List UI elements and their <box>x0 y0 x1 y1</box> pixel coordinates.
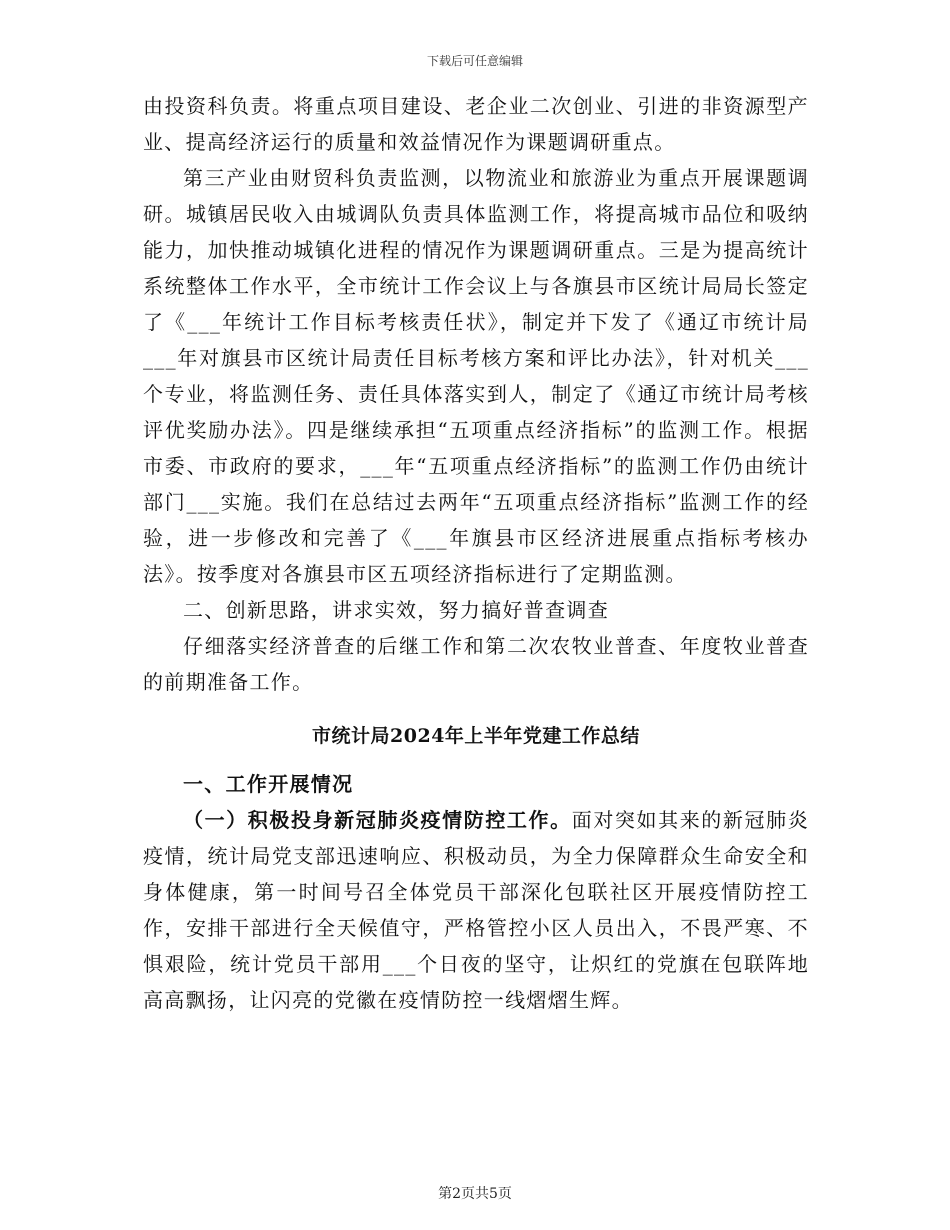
document-body <box>143 88 809 1018</box>
page-header: 下载后可任意编辑 <box>426 54 523 68</box>
paragraph-tertiary-industry: 第三产业由财贸科负责监测，以物流业和旅游业为重点开展课题调研。城镇居民收入由城调队负责具体监测工作，将提高城市品位和吸纳能力，加快推动城镇化进程的情况作为课题调研重点。三是为提高统计系统整体工作水平，全市统计工作会议上与各旗县市区统计局局长签定了《___年统计工作目标考核责任状》，制定并下发了《通辽市统计局___年对旗县市区统计局责任目标考核方案和评比办法》，针对机关___个专业，将监测任务、责任具体落实到人，制定了《通辽市统计局考核评优奖励办法》。四是继续承担“五项重点经济指标”的监测工作。根据市委、市政府的要求，___年“五项重点经济指标”的监测工作仍由统计部门___实施。我们在总结过去两年“五项重点经济指标”监测工作的经验，进一步修改和完善了《___年旗县市区经济进展重点指标考核办法》。按季度对各旗县市区五项经济指标进行了定期监测。 <box>143 166 809 586</box>
subheading-epidemic: （一）积极投身新冠肺炎疫情防控工作。 <box>183 808 572 832</box>
paragraph-census-work: 仔细落实经济普查的后继工作和第二次农牧业普查、年度牧业普查的前期准备工作。 <box>143 634 809 694</box>
paragraph-epidemic-text: 面对突如其来的新冠肺炎疫情，统计局党支部迅速响应、积极动员，为全力保障群众生命安全和身体健康，第一时间号召全体党员干部深化包联社区开展疫情防控工作，安排干部进行全天候值守，严格管控小区人员出入，不畏严寒、不惧艰险，统计党员干部用___个日夜的坚守，让炽红的党旗在包联阵地高高飘扬，让闪亮的党徽在疫情防控一线熠熠生辉。 <box>143 808 809 1012</box>
document-title: 市统计局2024年上半年党建工作总结 <box>312 725 640 747</box>
section-heading-work-status: 一、工作开展情况 <box>183 772 354 796</box>
section-heading-census: 二、创新思路，讲求实效，努力搞好普查调查 <box>183 598 609 622</box>
paragraph-investment: 由投资科负责。将重点项目建设、老企业二次创业、引进的非资源型产业、提高经济运行的质量和效益情况作为课题调研重点。 <box>143 94 809 154</box>
page-footer: 第2页共5页 <box>438 1186 512 1202</box>
paragraph-epidemic-control <box>143 802 809 1018</box>
